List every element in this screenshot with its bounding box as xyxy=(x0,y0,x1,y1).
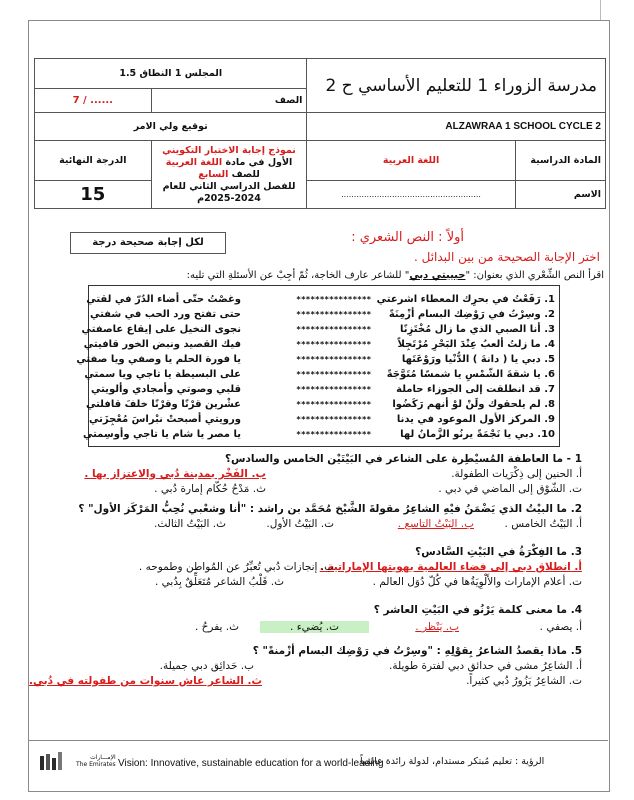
subject-value: اللغة العربية xyxy=(307,141,515,181)
class-label: الصف xyxy=(151,89,307,113)
q5-option-d-correct[interactable]: ث. الشاعر عاش سنوات من طفولته في دُبي. xyxy=(29,675,262,687)
read-instruction-b: " للشاعر عارف الخاجة، ثُمّ أجِبْ عن الأسئلةِ التي تليه: xyxy=(186,270,410,281)
q5-option-a[interactable]: أ. الشاعِرُ مشى في حدائق دبي لفترة طويلة. xyxy=(389,660,582,672)
subject-label: المادة الدراسية xyxy=(515,141,605,181)
q1-option-d[interactable]: ث. مَدْحُ حُكّام إمارة دُبي . xyxy=(154,483,266,495)
q5-option-b[interactable]: ب. حَدائِق دبي جميلة. xyxy=(159,660,254,672)
footer-divider xyxy=(28,740,608,741)
poem-line-1-sep: **************** xyxy=(296,295,372,304)
poem-line-4-right: 4. ما زلتُ ألعبُ عِنْدَ البَحْرِ مُرْتَجِلاً xyxy=(397,339,555,350)
exam-title-block xyxy=(151,141,307,209)
poem-line-8-right: 8. لم يلحقوك ولَنْ لوْ أنهم رَكَضُوا xyxy=(392,399,555,410)
exam-header-table xyxy=(34,58,606,209)
choose-instruction: اختر الإجابة الصحيحة من بين البدائل . xyxy=(414,250,600,264)
poem-line-3-left: نجوى النخيل على إيقاع عاصفتي xyxy=(81,324,241,335)
q1-option-b-correct[interactable]: ب. الفَخْر بمدينة دُبي والاعتزاز بها . xyxy=(84,468,266,480)
poem-line-9-left: ورويتي أصبحتْ نبْراسَ مُعْجِزَتي xyxy=(89,414,241,425)
question-4: 4. ما معنى كلمة يَرْنُو في البَيْتِ العاشر ؟ xyxy=(373,604,582,616)
school-name-ar: مدرسة الزوراء 1 للتعليم الأساسي ح 2 xyxy=(307,59,606,113)
page-edge-line xyxy=(600,0,601,20)
q3-option-d[interactable]: ث. قَلْبُ الشاعر مُتَعَلِّقٌ بِدُبي . xyxy=(155,576,284,588)
poem-line-2-right: 2. وسِرْتُ في رَوْضِك البسام أزْمِنَةً xyxy=(388,309,555,320)
q5-option-c[interactable]: ت. الشاعِرُ يَزُورُ دُبي كثيراً. xyxy=(466,675,582,687)
q3-option-a-correct[interactable]: أ. انطلاق دبي إلى فضاء العالمية بهويتها الإماراتية . xyxy=(319,561,582,573)
name-field[interactable]: ....................................................... xyxy=(307,181,515,209)
school-name-en: ALZAWRAA 1 SCHOOL CYCLE 2 xyxy=(307,113,606,141)
poem-line-7-right: 7. قد انطلقت إلى الجوزاء حاملة xyxy=(396,384,555,395)
q2-option-d[interactable]: ث. البَيْتُ الثالث. xyxy=(154,518,226,530)
q2-option-c[interactable]: ت. البَيْتُ الأول. xyxy=(266,518,334,530)
q2-option-b-correct[interactable]: ب. البَيْتُ التاسع . xyxy=(397,518,474,530)
read-instruction-a: اقرأ النص الشِّعْري الذي بعنوان: " xyxy=(465,270,604,281)
uae-emblem-icon xyxy=(36,750,76,774)
q3-option-b[interactable]: ب. إنجازات دُبي تُعبِّرُ عن المُواطن وطموحه . xyxy=(138,561,334,573)
poem-line-6-right: 6. يا شقةَ الشّمْسِ يا شمسًا مُتَوَّجَةً xyxy=(386,369,555,380)
exam-title-line1: نموذج إجابة الاختبار التكويني xyxy=(162,144,296,156)
exam-title-line5: 2025-2024م xyxy=(197,192,261,204)
poem-line-8-sep: **************** xyxy=(296,400,372,409)
poem-line-4-sep: **************** xyxy=(296,340,372,349)
poem-line-10-left: يا مصر يا شام يا تاجي وأوسِمتي xyxy=(82,429,241,440)
question-3: 3. ما الفِكْرَةُ في البَيْتِ السَّادس؟ xyxy=(415,546,582,558)
emblem-text-en: The Emirates xyxy=(76,761,116,768)
score-note: لكل إجابة صحيحة درجة xyxy=(70,232,226,254)
poem-line-3-right: 3. أنا الصبي الذي ما زال مُخْتَزِنًا xyxy=(400,324,555,335)
emblem-text-ar: الإمـــارات xyxy=(90,754,116,761)
poem-line-5-right: 5. دبي يا ( دانةَ ) الدُّنْيا ورَوْعَتَها xyxy=(401,354,555,365)
exam-title-line3b: السابع xyxy=(198,168,229,180)
final-grade-value: 15 xyxy=(35,181,152,209)
poem-line-6-left: على البسيطة يا تاجي ويا سمتي xyxy=(84,369,241,380)
question-2: 2. ما البيْتُ الذي يَضْمَنُ فيْهِ الشاعِرُ مقولةَ الشَّيْخ مُحَمَّد بن راشد : "أنا وشعْبي نُحِبُّ المَرْكَز الأول" ؟ xyxy=(78,503,582,515)
q4-option-b-correct[interactable]: ب. يَنْظر . xyxy=(415,621,459,633)
poem-line-3-sep: **************** xyxy=(296,325,372,334)
q3-option-c[interactable]: ت. أعلام الإمارات والأَلْوِيَةُها في كُلّ دُوَل العالم . xyxy=(372,576,582,588)
poem-line-7-left: قلبي وصوتي وأمجادي وألويتي xyxy=(90,384,241,395)
poem-line-5-left: يا فورة الحلم يا وصفي ويا صفتي xyxy=(76,354,241,365)
question-5: 5. ماذا يقصدُ الشاعرُ بِقوْلِهِ : "وسِرْتُ في رَوْضِك البسام أزْمنةً" ؟ xyxy=(252,645,582,657)
exam-title-line2a: الأول في مادة xyxy=(225,156,293,168)
vision-statement-ar: الرؤية : تعليم مُبتكر مستدام، لدولة رائدة عالمياً xyxy=(360,756,545,767)
final-grade-label: الدرجة النهائية xyxy=(35,141,152,181)
read-instruction xyxy=(187,270,604,281)
guardian-signature-label: توقيع ولي الامر xyxy=(35,113,307,141)
question-1: 1 - ما العاطفة المُسيْطِرة على الشاعر في البَيْتَيْن الخامس والسادس؟ xyxy=(224,453,582,465)
section-title: أولاً : النص الشعري : xyxy=(351,230,464,245)
class-value: 7 / ...... xyxy=(35,89,152,113)
q1-option-a[interactable]: أ. الحنين إلى ذِكْرَيات الطفولة. xyxy=(451,468,582,480)
poem-line-4-left: فيك القصيد ونبض الخور قافيتي xyxy=(83,339,241,350)
poem-box xyxy=(76,285,560,447)
poem-line-7-sep: **************** xyxy=(296,385,372,394)
council-label: المجلس 1 النطاق 1.5 xyxy=(35,59,307,89)
poem-line-10-sep: **************** xyxy=(296,430,372,439)
vision-statement-en: Vision: Innovative, sustainable education for a world-leading xyxy=(118,758,384,769)
poem-line-6-sep: **************** xyxy=(296,370,372,379)
poem-line-9-right: 9. المركز الأول الموعود في يدنا xyxy=(396,414,555,425)
emblem-caption xyxy=(76,754,116,768)
poem-line-1-right: 1. رَفَعْتُ في بحرِك المعطاء اشرعتي xyxy=(376,294,555,305)
poem-title: حبيبتي دبي xyxy=(409,270,466,281)
q2-option-a[interactable]: أ. البَيْتُ الخامس . xyxy=(504,518,582,530)
exam-title-line4: للفصل الدراسي الثاني للعام xyxy=(162,180,296,192)
name-label: الاسم xyxy=(515,181,605,209)
q1-option-c[interactable]: ت. الشّوْق إلى الماضي في دبي . xyxy=(438,483,582,495)
poem-line-5-sep: **************** xyxy=(296,355,372,364)
poem-line-2-left: حتى تفتح ورد الحب في شفتي xyxy=(89,309,241,320)
poem-line-2-sep: **************** xyxy=(296,310,372,319)
q4-option-a[interactable]: أ. يصفي . xyxy=(539,621,582,633)
q4-option-d[interactable]: ث. يفرحُ . xyxy=(194,621,239,633)
exam-title-line3a: للصف xyxy=(231,168,260,180)
poem-line-9-sep: **************** xyxy=(296,415,372,424)
exam-title-line2b: اللغة العربية xyxy=(165,156,223,168)
q4-option-c[interactable]: ت. يُضيء . xyxy=(260,621,369,633)
poem-line-1-left: وغصْتُ حتّى أضاء الدُرّ في لقتي xyxy=(86,294,241,305)
poem-line-10-right: 10. دبي يا نَجْمَةً يرنُو الزَّمانُ لها xyxy=(400,429,555,440)
poem-line-8-left: عشْرين قرْنًا وقرْنًا خلفَ قافلتي xyxy=(85,399,241,410)
